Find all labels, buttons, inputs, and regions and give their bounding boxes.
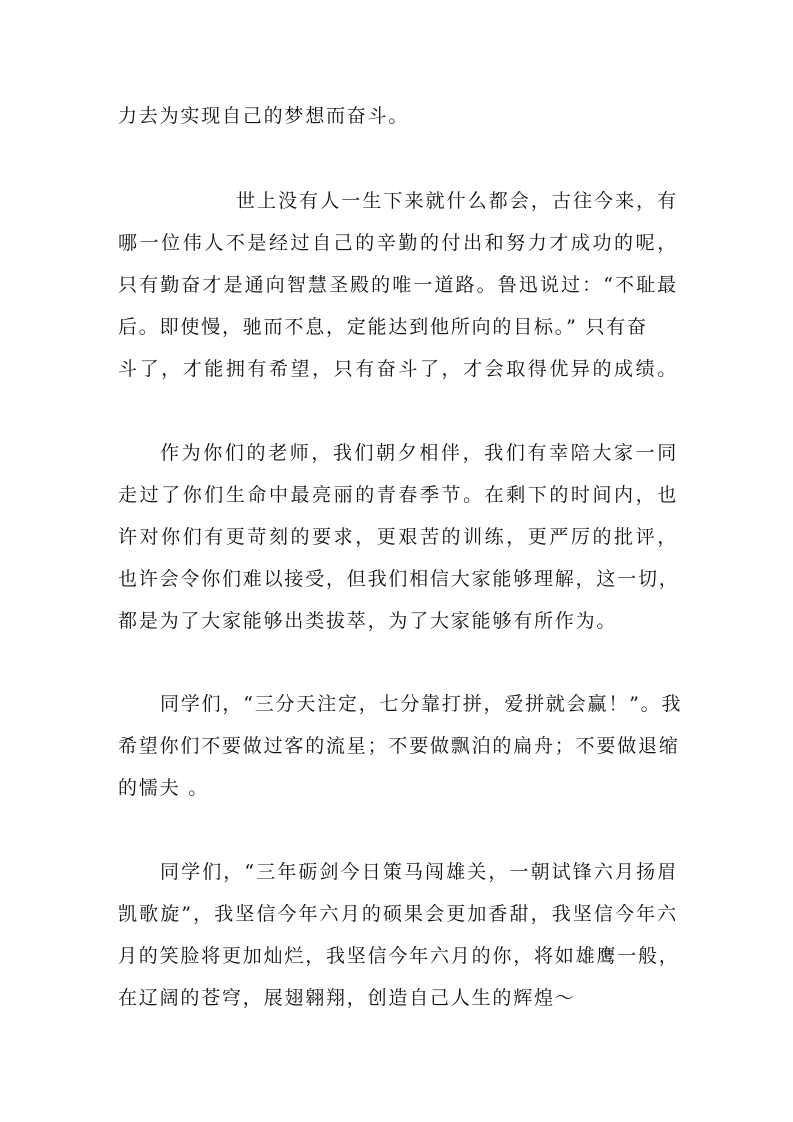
paragraph-3-line-3: 许对你们有更苛刻的要求，更艰苦的训练，更严厉的批评， (118, 526, 678, 548)
paragraph-5-line-3: 月的笑脸将更加灿烂，我坚信今年六月的你，将如雄鹰一般， (118, 945, 680, 967)
paragraph-3-line-1: 作为你们的老师，我们朝夕相伴，我们有幸陪大家一同 (160, 442, 678, 464)
paragraph-3-line-2: 走过了你们生命中最亮丽的青春季节。在剩下的时间内，也 (118, 484, 678, 506)
paragraph-2-line-4: 后。即使慢，驰而不息，定能达到他所向的目标。” 只有奋 (118, 316, 648, 338)
paragraph-2-line-5: 斗了，才能拥有希望，只有奋斗了，才会取得优异的成绩。 (118, 358, 678, 380)
paragraph-4-line-3: 的懦夫 。 (118, 777, 210, 799)
paragraph-5-line-1: 同学们，“三年砺剑今日策马闯雄关，一朝试锋六月扬眉 (160, 861, 678, 883)
paragraph-5-line-2: 凯歌旋”，我坚信今年六月的硕果会更加香甜，我坚信今年六 (118, 903, 678, 925)
paragraph-3-line-4: 也许会令你们难以接受，但我们相信大家能够理解，这一切， (118, 568, 680, 590)
paragraph-4-line-2: 希望你们不要做过客的流星；不要做飘泊的扁舟；不要做退缩 (118, 735, 680, 757)
paragraph-2-line-2: 哪一位伟人不是经过自己的辛勤的付出和努力才成功的呢， (118, 232, 678, 254)
paragraph-4-line-1: 同学们，“三分天注定，七分靠打拼，爱拼就会赢！”。我 (160, 693, 683, 715)
paragraph-3-line-5: 都是为了大家能够出类拔萃，为了大家能够有所作为。 (118, 610, 618, 632)
paragraph-1-line-1: 力去为实现自己的梦想而奋斗。 (118, 105, 410, 127)
paragraph-2-line-1: 世上没有人一生下来就什么都会，古往今来，有 (236, 190, 678, 212)
paragraph-5-line-4: 在辽阔的苍穹，展翅翱翔，创造自己人生的辉煌～ (118, 987, 576, 1009)
paragraph-2-line-3: 只有勤奋才是通向智慧圣殿的唯一道路。鲁迅说过：“不耻最 (118, 274, 678, 296)
